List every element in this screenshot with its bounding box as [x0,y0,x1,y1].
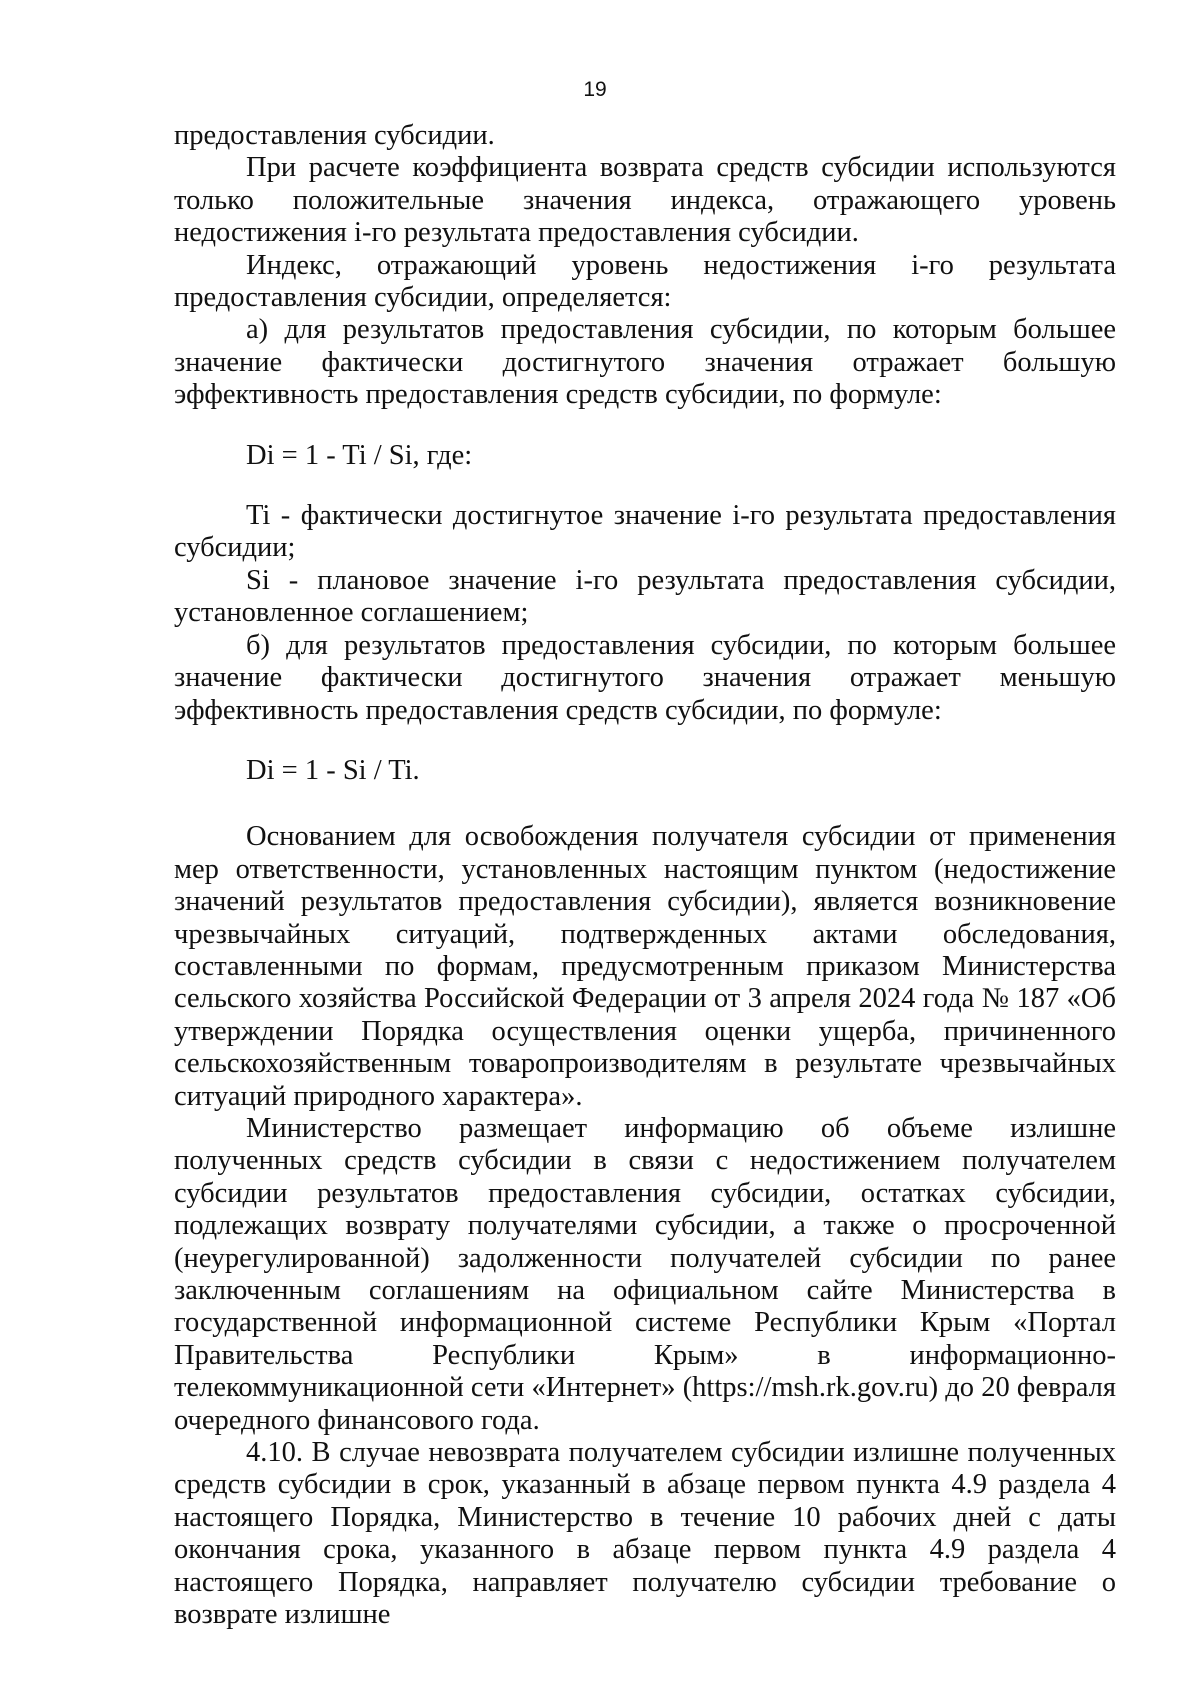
paragraph-continuation: предоставления субсидии. [174,120,495,151]
paragraph-case-b: б) для результатов предоставления субсидии, по которым большее значение фактически достигнутого значения отражает меньшую эффективность предоставления средств субсидии, по формуле: [174,629,1116,726]
body-text [174,120,1116,1631]
paragraph-case-a: а) для результатов предоставления субсидии, по которым большее значение фактически достигнутого значения отражает большую эффективность предоставления средств субсидии, по формуле: [174,314,1116,411]
page-number: 19 [583,78,607,101]
formula-a: Di = 1 - Ti / Si, где: [246,439,473,471]
formula-b: Di = 1 - Si / Ti. [246,754,420,786]
paragraph-4-10: 4.10. В случае невозврата получателем субсидии излишне полученных средств субсидии в срок, указанный в абзаце первом пункта 4.9 раздела 4 настоящего Порядка, Министерство в течение 10 рабочих дней с даты окончания срока, указанного в абзаце первом пункта 4.9 раздела 4 настоящего Порядка, направляет получателю субсидии требование о возврате излишне [174,1437,1116,1631]
paragraph-index-definition: Индекс, отражающий уровень недостижения i-го результата предоставления субсидии, определяется: [174,249,1116,314]
paragraph-ministry-info: Министерство размещает информацию об объеме излишне полученных средств субсидии в связи с недостижением получателем субсидии результатов предоставления субсидии, остатках субсидии, подлежащих возврату получателями субсидии, а также о просроченной (неурегулированной) задолженности получателей субсидии по ранее заключенным соглашениям на официальном сайте Министерства в государственной информационной системе Республики Крым «Портал Правительства Республики Крым» в информационно-телекоммуникационной сети «Интернет» (https://msh.rk.gov.ru) до 20 февраля очередного финансового года. [174,1112,1116,1436]
paragraph-exemption: Основанием для освобождения получателя субсидии от применения мер ответственности, установленных настоящим пунктом (недостижение значений результатов предоставления субсидии), является возникновение чрезвычайных ситуаций, подтвержденных актами обследования, составленными по формам, предусмотренным приказом Министерства сельского хозяйства Российской Федерации от 3 апреля 2024 года № 187 «Об утверждении Порядка осуществления оценки ущерба, причиненного сельскохозяйственным товаропроизводителям в результате чрезвычайных ситуаций природного характера». [174,821,1116,1112]
paragraph-si-definition: Si - плановое значение i-го результата предоставления субсидии, установленное соглашением; [174,564,1116,629]
paragraph-ti-definition: Ti - фактически достигнутое значение i-го результата предоставления субсидии; [174,500,1116,564]
paragraph-coefficient: При расчете коэффициента возврата средств субсидии используются только положительные значения индекса, отражающего уровень недостижения i-го результата предоставления субсидии. [174,152,1116,249]
